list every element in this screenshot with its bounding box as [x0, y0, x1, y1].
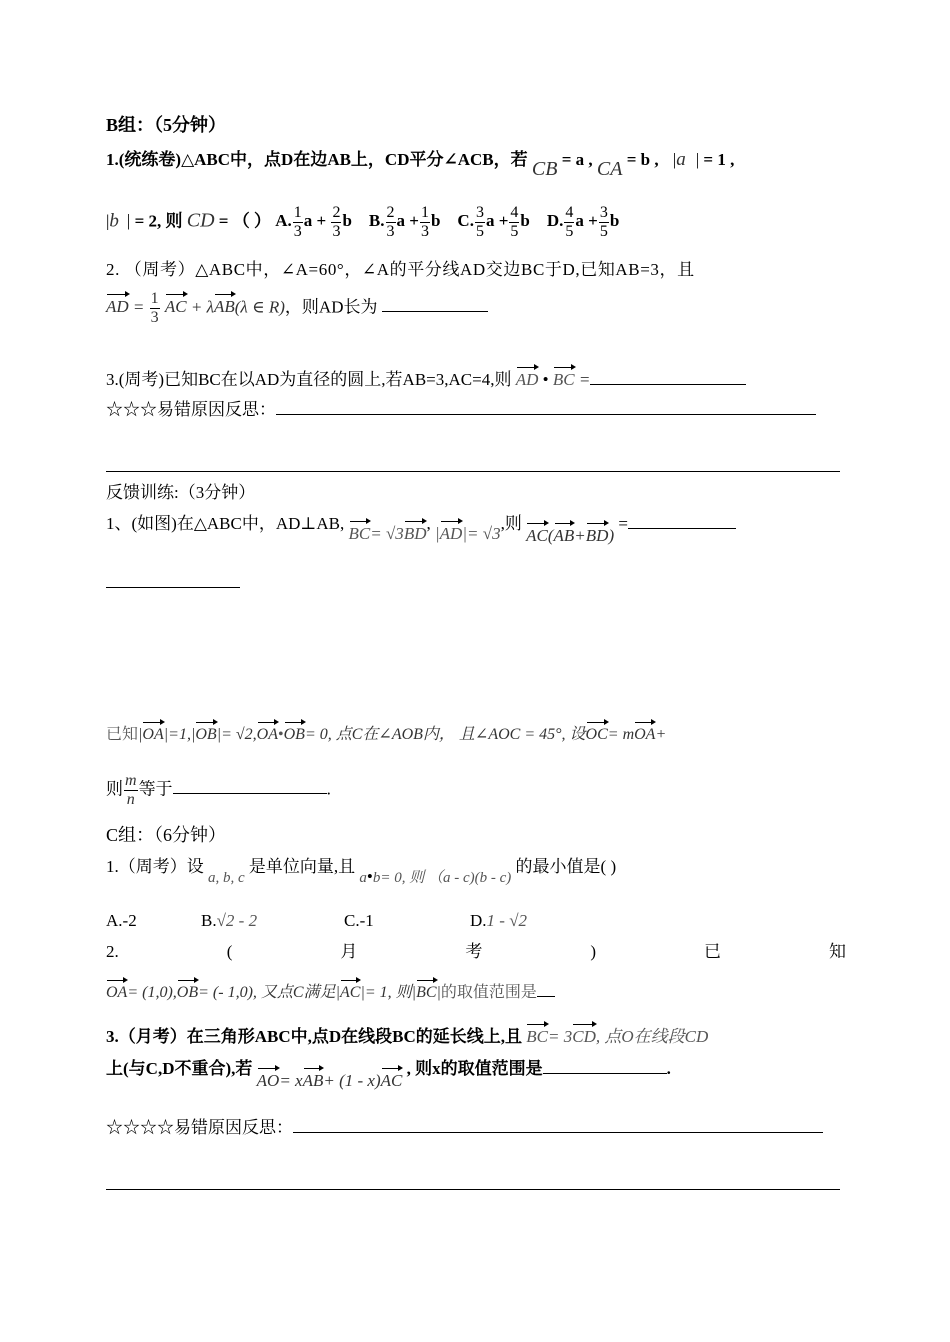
ob-vector: OB	[284, 724, 305, 746]
oa-vector: OA	[106, 982, 127, 1004]
ob-vector: OB	[177, 982, 198, 1004]
c-q2-line1: 2. ( 月 考 ) 已 知	[106, 942, 846, 961]
ac-vector: AC	[526, 526, 548, 545]
feedback-title: 反馈训练:（3分钟）	[106, 483, 256, 502]
feedback-q1: 1、(如图)在△ABC中，AD⊥AB, BC= √3BD, |AD|= √3,则 AC(AB+BD) =	[106, 512, 736, 552]
answer-blank[interactable]	[537, 986, 555, 997]
option-d[interactable]: D.1 - √2	[470, 911, 528, 930]
expression: a - c)(b - c)	[443, 870, 512, 886]
option-a[interactable]: A.-2	[106, 911, 137, 930]
reflect-blank[interactable]	[276, 398, 816, 415]
c-q3-line1: 3.（月考）在三角形ABC中,点D在线段BC的延长线上,且 BC= 3CD, 点O在线段CD	[106, 1027, 709, 1046]
ad-vector: AD	[439, 524, 463, 543]
oa-vector: OA	[142, 724, 163, 746]
answer-blank-continued[interactable]	[106, 587, 240, 588]
group-c-title: C组：（6分钟）	[106, 825, 227, 845]
b-q1-text: 1.(统练卷)△ABC中，点D在边AB上，CD平分∠ACB，若	[106, 150, 528, 169]
feedback-q2-answer: 则 $\frac{m}{n}$ 等于 .	[106, 772, 331, 808]
c-q3-line2: 上(与C,D不重合),若 AO= xAB+ (1 - x)AC , 则x的取值范围是 .	[106, 1059, 671, 1090]
divider-line	[106, 1189, 840, 1190]
answer-blank[interactable]	[173, 777, 327, 794]
b-q1-line2: |b | = 2, 则 CD = （ ） A. $\frac{1}{3}$ a + $\frac{2}{3}$ b B. $\frac{2}{3}$ a + $\frac{1}{3}$ b C. $\frac{3}{5}$ a + $\frac{4}{5}$ b D. $\frac{4}{5}$ a + $\frac{3}{5}$ b	[106, 204, 620, 240]
abs-b: b	[109, 210, 119, 232]
c-q1: 1.（周考）设 a, b, c 是单位向量,且 a•b= 0, 则 （a - c)(b - c) 的最小值是( )	[106, 857, 617, 886]
ac-vector: AC	[380, 1071, 403, 1090]
c-q2-line2: OA= (1,0),OB= (- 1,0), 又点C满足|AC|= 1, 则|BC|的取值范围是	[106, 982, 555, 1004]
reflect-blank[interactable]	[293, 1116, 823, 1133]
b-reflect: ☆☆☆易错原因反思：	[106, 398, 816, 421]
option-c[interactable]: C.-1	[344, 911, 374, 930]
oc-vector: OC	[586, 724, 608, 746]
eq-a: = a ,	[561, 150, 593, 169]
abs-a: a	[676, 149, 686, 170]
answer-blank[interactable]	[382, 295, 488, 312]
answer-blank[interactable]	[628, 512, 736, 529]
option-b: B. $\frac{2}{3}$ a + $\frac{1}{3}$ b	[368, 204, 441, 240]
ob-vector: OB	[195, 724, 216, 746]
bc-vector: BC	[526, 1027, 549, 1046]
cb-vector: CB	[531, 158, 558, 180]
bc-vector: BC	[416, 982, 436, 1004]
eq-2: = 2, 则	[134, 211, 183, 231]
ao-vector: AO	[256, 1071, 280, 1090]
b-q3: 3.(周考)已知BC在以AD为直径的圆上,若AB=3,AC=4,则 AD • BC =	[106, 368, 746, 391]
b-q2-line2: AD = $\frac{1}{3}$ AC + λAB(λ ∈ R)，则AD长为	[106, 290, 488, 334]
b-q1-line1: 1.(统练卷)△ABC中，点D在边AB上，CD平分∠ACB，若 CB = a , CA = b , |a | = 1 ,	[106, 149, 735, 180]
abc-vectors: a, b, c	[208, 870, 245, 886]
group-b-title: B组：（5分钟）	[106, 115, 227, 135]
b-vector: b	[372, 870, 381, 886]
bd-vector: BD	[585, 526, 609, 545]
option-c: C. $\frac{3}{5}$ a + $\frac{4}{5}$ b	[457, 204, 530, 240]
eq-3: = （ ）	[218, 211, 271, 231]
answer-blank[interactable]	[543, 1057, 667, 1074]
feedback-q2: 已知|OA|=1,|OB|= √2,OA•OB= 0, 点C在∠AOB内， 且∠AOC = 45°, 设OC= mOA+	[106, 724, 666, 746]
oa-vector: OA	[634, 724, 655, 746]
answer-blank[interactable]	[590, 368, 746, 385]
bd-vector: BD	[403, 524, 427, 543]
option-d: D. $\frac{4}{5}$ a + $\frac{3}{5}$ b	[546, 204, 620, 240]
a-vector: a	[359, 870, 367, 886]
cd-vector: CD	[572, 1027, 596, 1046]
ca-vector: CA	[596, 158, 623, 180]
option-a: A. $\frac{1}{3}$ a + $\frac{2}{3}$ b	[275, 204, 352, 240]
eq-1: = 1 ,	[703, 150, 735, 169]
ad-vector: AD	[515, 370, 539, 389]
c-reflect: ☆☆☆☆易错原因反思：	[106, 1116, 823, 1139]
option-b[interactable]: B.√2 - 2	[201, 911, 258, 930]
oa-vector: OA	[257, 724, 278, 746]
b-q2-line1: 2. （周考）△ABC中，∠A=60°，∠A的平分线AD交边BC于D,已知AB=3，且	[106, 260, 695, 279]
bc-vector: BC	[552, 370, 575, 389]
ac-vector: AC	[340, 982, 360, 1004]
ab-vector: AB	[302, 1071, 324, 1090]
ab-vector: AB	[553, 526, 575, 545]
ab-vector: AB	[213, 297, 235, 317]
eq-b: = b ,	[626, 150, 659, 169]
ad-vector: AD	[106, 297, 129, 317]
divider-line	[106, 471, 840, 472]
ac-vector: AC	[164, 297, 187, 317]
bc-vector: BC	[348, 524, 371, 543]
cd-vector: CD	[186, 209, 215, 232]
